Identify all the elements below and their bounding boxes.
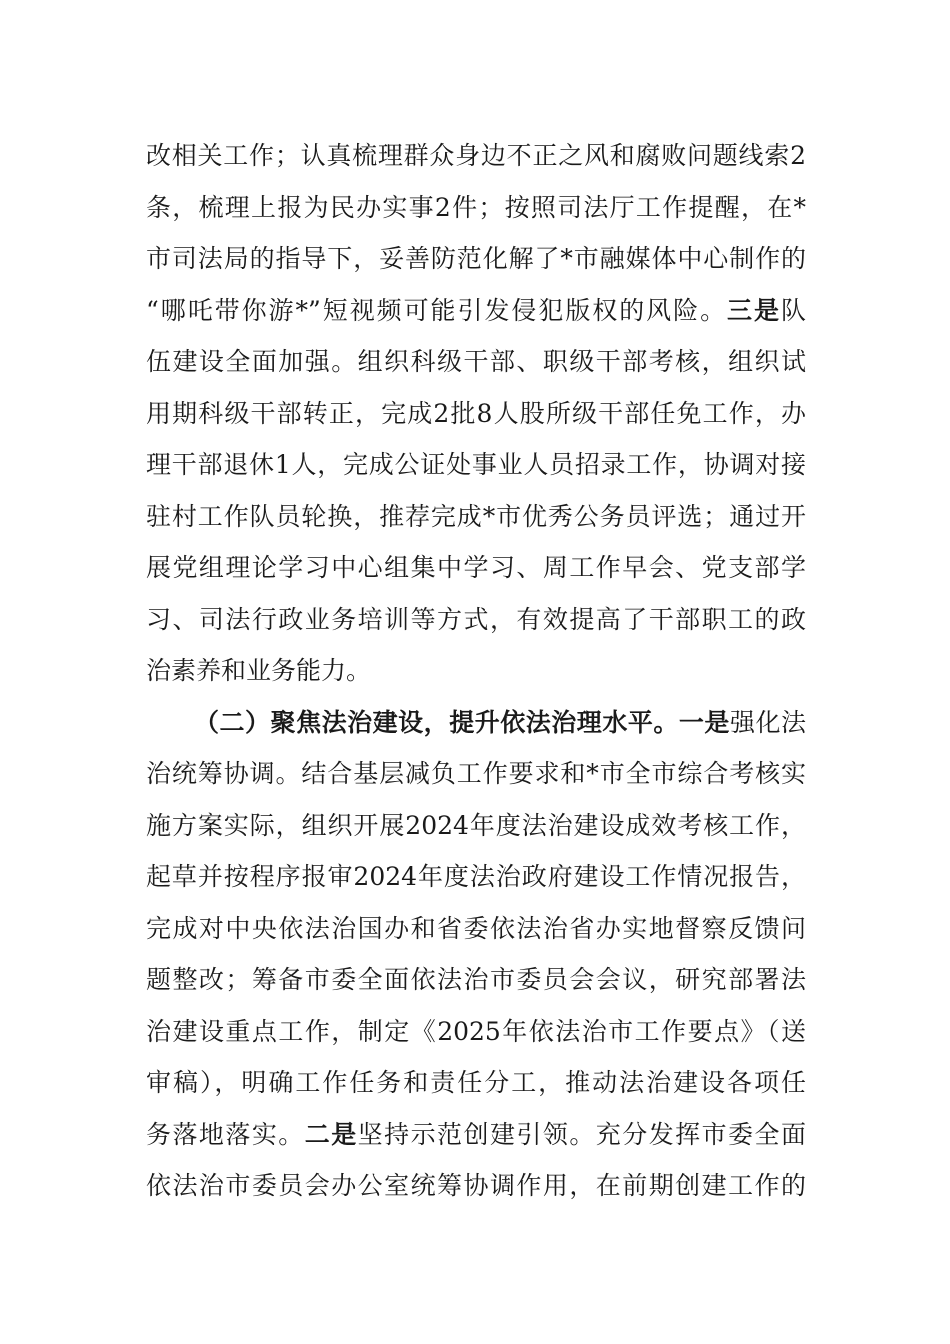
text-segment: 审稿），明确工作任务和责任分工，推动法治建设各项任 — [146, 1068, 806, 1097]
text-segment: 伍建设全面加强。组织科级干部、职级干部考核，组织试 — [146, 347, 806, 376]
text-segment: 理干部退休1人，完成公证处事业人员招录工作，协调对接 — [146, 450, 806, 479]
text-segment: 改相关工作；认真梳理群众身边不正之风和腐败问题线索2 — [146, 141, 806, 170]
text-segment: 治统筹协调。结合基层减负工作要求和*市全市综合考核实 — [146, 759, 806, 788]
bold-text-segment: 二是 — [304, 1119, 358, 1149]
text-segment: 治素养和业务能力。 — [146, 656, 372, 685]
text-segment: 强化法 — [729, 707, 806, 737]
text-line — [146, 645, 806, 697]
text-segment: 市司法局的指导下，妥善防范化解了*市融媒体中心制作的 — [146, 244, 806, 273]
text-segment: 施方案实际，组织开展2024年度法治建设成效考核工作， — [146, 810, 806, 840]
bold-text-segment: （二）聚焦法治建设，提升依法治理水平。一是 — [194, 707, 730, 737]
text-segment: 治建设重点工作，制定《2025年依法治市工作要点》（送 — [146, 1016, 806, 1046]
text-segment: 题整改；筹备市委全面依法治市委员会会议，研究部署法 — [146, 965, 806, 994]
text-line — [146, 954, 806, 1006]
text-segment: 用期科级干部转正，完成2批8人股所级干部任免工作，办 — [146, 398, 806, 428]
text-segment: 依法治市委员会办公室统筹协调作用，在前期创建工作的 — [146, 1171, 806, 1200]
text-line — [146, 748, 806, 800]
text-segment: 完成对中央依法治国办和省委依法治省办实地督察反馈问 — [146, 913, 806, 943]
text-segment: “哪吒带你游*”短视频可能引发侵犯版权的风险。 — [146, 295, 728, 325]
text-line — [146, 233, 806, 285]
text-line — [146, 800, 806, 852]
text-line — [146, 1109, 806, 1161]
text-segment: 习、司法行政业务培训等方式，有效提高了干部职工的政 — [146, 604, 806, 634]
body-text — [146, 130, 806, 1212]
text-line — [146, 903, 806, 955]
text-line — [146, 285, 806, 337]
text-segment: 起草并按程序报审2024年度法治政府建设工作情况报告， — [146, 862, 806, 891]
text-segment: 队 — [780, 295, 806, 325]
text-line — [146, 130, 806, 182]
text-segment: 务落地落实。 — [146, 1119, 305, 1149]
text-line — [146, 542, 806, 594]
text-line — [146, 388, 806, 440]
text-line — [146, 491, 806, 543]
text-line — [146, 1006, 806, 1058]
text-segment: 条，梳理上报为民办实事2件；按照司法厅工作提醒，在* — [146, 192, 806, 222]
text-line — [146, 697, 806, 749]
text-line — [146, 1057, 806, 1109]
text-line — [146, 336, 806, 388]
text-line — [146, 439, 806, 491]
bold-text-segment: 三是 — [727, 295, 781, 325]
text-line — [146, 1160, 806, 1212]
text-segment: 坚持示范创建引领。充分发挥市委全面 — [357, 1119, 806, 1149]
text-line — [146, 851, 806, 903]
text-line — [146, 182, 806, 234]
text-segment: 展党组理论学习中心组集中学习、周工作早会、党支部学 — [146, 553, 806, 582]
text-line — [146, 594, 806, 646]
text-segment: 驻村工作队员轮换，推荐完成*市优秀公务员评选；通过开 — [146, 501, 806, 531]
